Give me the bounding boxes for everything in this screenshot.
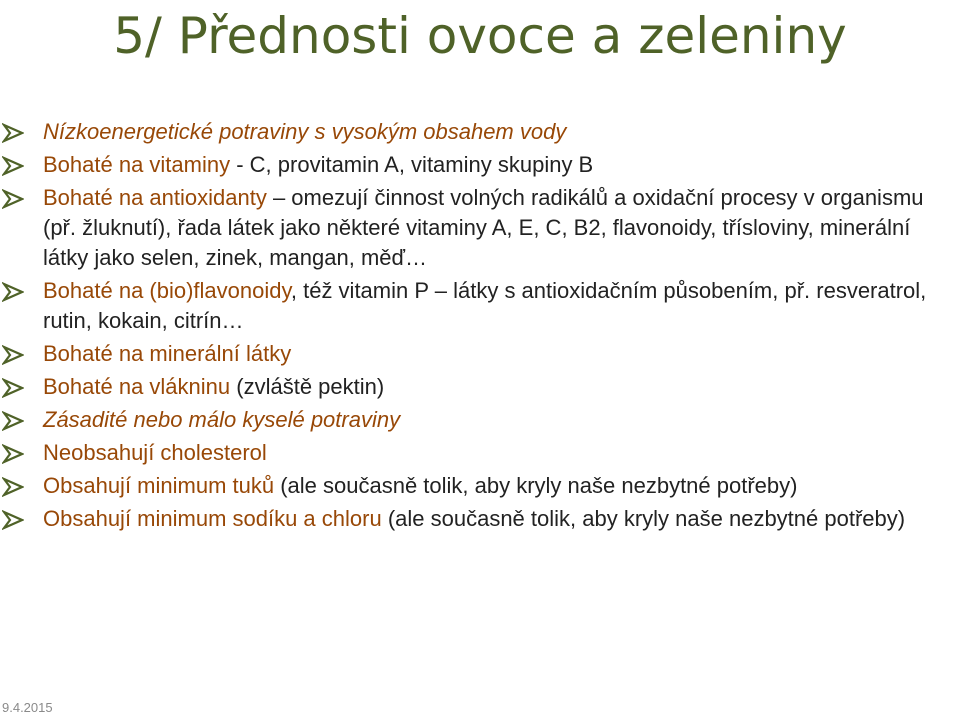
item-highlight: Neobsahují cholesterol xyxy=(43,440,267,465)
list-item xyxy=(0,405,960,435)
arrowhead-bullet-icon xyxy=(2,411,24,431)
list-item xyxy=(0,339,960,369)
item-highlight: Obsahují minimum tuků xyxy=(43,473,275,498)
item-highlight: Obsahují minimum sodíku a chloru xyxy=(43,506,382,531)
arrowhead-bullet-icon xyxy=(2,156,24,176)
list-item xyxy=(0,150,960,180)
arrowhead-bullet-icon xyxy=(2,123,24,143)
arrowhead-bullet-icon xyxy=(2,510,24,530)
item-highlight: Bohaté na (bio)flavonoidy xyxy=(43,278,291,303)
arrowhead-bullet-icon xyxy=(2,477,24,497)
item-text: - C, provitamin A, vitaminy skupiny B xyxy=(230,152,594,177)
list-item xyxy=(0,438,960,468)
item-highlight: Bohaté na minerální látky xyxy=(43,341,292,366)
item-text: , též vitamin P – látky s antioxidačním působením, př. resveratrol, rutin, kokain, citrín… xyxy=(43,278,927,333)
list-item xyxy=(0,117,960,147)
arrowhead-bullet-icon xyxy=(2,189,24,209)
list-item xyxy=(0,183,960,273)
bullet-list xyxy=(0,117,960,537)
item-highlight: Bohaté na antioxidanty xyxy=(43,185,267,210)
arrowhead-bullet-icon xyxy=(2,345,24,365)
item-text: – omezují činnost volných radikálů a oxidační procesy v organismu (př. žluknutí), řada látek jako některé vitaminy A, E, C, B2, flavonoidy, třísloviny, minerální látky jako selen, zinek, mangan, měď… xyxy=(43,185,924,270)
slide-date: 9.4.2015 xyxy=(2,700,53,715)
arrowhead-bullet-icon xyxy=(2,282,24,302)
item-highlight: Bohaté na vitaminy xyxy=(43,152,231,177)
item-text: (ale současně tolik, aby kryly naše nezbytné potřeby) xyxy=(274,473,798,498)
arrowhead-bullet-icon xyxy=(2,444,24,464)
item-text: (zvláště pektin) xyxy=(230,374,385,399)
list-item xyxy=(0,276,960,336)
item-highlight: Zásadité nebo málo kyselé potraviny xyxy=(43,407,401,432)
item-highlight: Bohaté na vlákninu xyxy=(43,374,231,399)
item-text: (ale současně tolik, aby kryly naše nezbytné potřeby) xyxy=(381,506,906,531)
item-highlight: Nízkoenergetické potraviny s vysokým obsahem vody xyxy=(43,119,567,144)
list-item xyxy=(0,504,960,534)
arrowhead-bullet-icon xyxy=(2,378,24,398)
list-item xyxy=(0,372,960,402)
list-item xyxy=(0,471,960,501)
slide-title: 5/ Přednosti ovoce a zeleniny xyxy=(113,7,847,65)
